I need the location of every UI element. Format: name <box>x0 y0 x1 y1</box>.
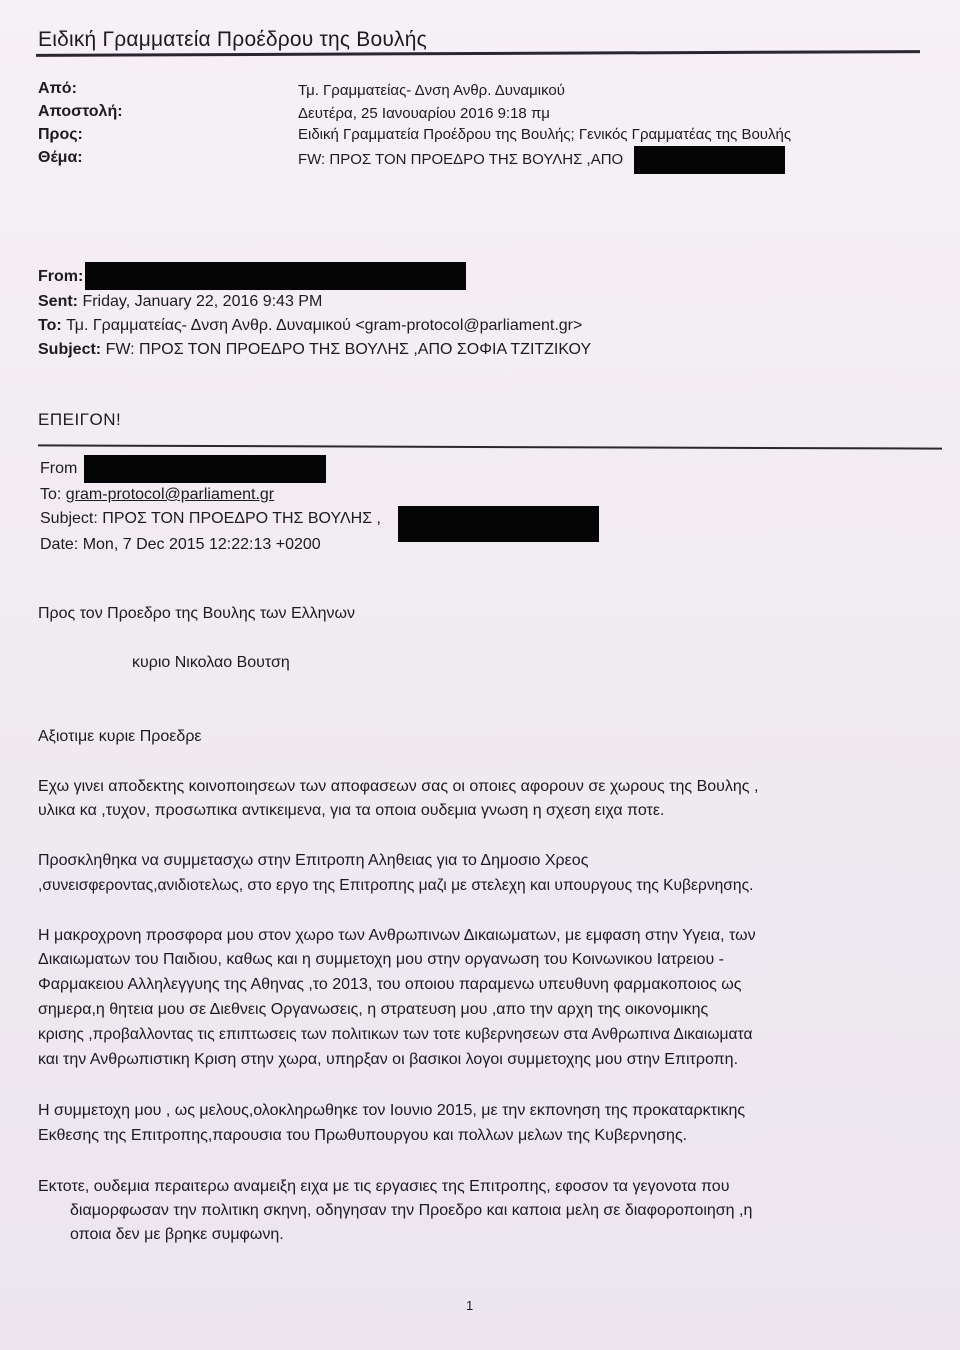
paragraph-line: Προσκληθηκα να συμμετασχω στην Επιτροπη Αληθειας για το Δημοσιο Χρεος <box>38 852 589 869</box>
original-from: From <box>40 460 78 477</box>
paragraph-line: Εχω γινει αποδεκτης κοινοποιησεων των αποφασεων σας οι οποιες αφορουν σε χωρους της Βουλης , <box>38 778 759 795</box>
document-header-title: Ειδική Γραμματεία Προέδρου της Βουλής <box>38 28 427 51</box>
addressee-line-1: Προς τον Προεδρο της Βουλης των Ελληνων <box>38 605 356 622</box>
sent-label: Αποστολή: <box>38 103 123 120</box>
from-value: Τμ. Γραμματείας- Δνση Ανθρ. Δυναμικού <box>298 82 565 99</box>
forwarded-subject: Subject: FW: ΠΡΟΣ ΤΟΝ ΠΡΟΕΔΡΟ ΤΗΣ ΒΟΥΛΗΣ ,ΑΠΟ ΣΟΦΙΑ ΤΖΙΤΖΙΚΟΥ <box>38 341 592 358</box>
forwarded-sent: Sent: Friday, January 22, 2016 9:43 PM <box>38 293 323 310</box>
paragraph-line: Δικαιωματων του Παιδιου, καθως και η συμμετοχη μου στην οργανωση του Κοινωνικου Ιατρειου - <box>38 951 724 968</box>
paragraph-line: Η συμμετοχη μου , ως μελους,ολοκληρωθηκε τον Ιουνιο 2015, με την εκπονηση της προκαταρκτικης <box>38 1102 746 1119</box>
original-to: To: gram-protocol@parliament.gr <box>40 486 275 503</box>
sent-value: Δευτέρα, 25 Ιανουαρίου 2016 9:18 πμ <box>298 105 550 122</box>
paragraph-line: και την Ανθρωπιστικη Κριση στην χωρα, υπηρξαν οι βασικοι λογοι συμμετοχης μου στην Επιτροπη. <box>38 1051 739 1068</box>
paragraph-line: Εκθεσης της Επιτροπης,παρουσια του Πρωθυπουργου και πολλων μελων της Κυβερνησης. <box>38 1127 688 1144</box>
urgent-note: ΕΠΕΙΓΟΝ! <box>38 410 122 429</box>
paragraph-line: υλικα κα ,τυχον, προσωπικα αντικειμενα, για τα οποια ουδεμια γνωση η σχεση ειχα ποτε. <box>38 802 665 819</box>
paragraph-line: οποια δεν με βρηκε συμφωνη. <box>70 1226 284 1243</box>
to-label: Προς: <box>38 126 83 143</box>
original-subject: Subject: ΠΡΟΣ ΤΟΝ ΠΡΟΕΔΡΟ ΤΗΣ ΒΟΥΛΗΣ , <box>40 510 381 527</box>
email-link[interactable]: gram-protocol@parliament.gr <box>65 486 275 503</box>
subject-value: FW: ΠΡΟΣ ΤΟΝ ΠΡΟΕΔΡΟ ΤΗΣ ΒΟΥΛΗΣ ,ΑΠΟ <box>298 151 624 168</box>
paragraph-line: Φαρμακειου Αλληλεγγυης της Αθηνας ,το 2013, του οποιου παραμενω υπευθυνη φαρμακοποιος ως <box>38 976 742 993</box>
redaction-bar <box>84 455 326 483</box>
paragraph-line: ,συνεισφεροντας,ανιδιοτελως, στο εργο της Επιτροπης μαζι με στελεχη και υπουργους της Κυβερνησης. <box>38 877 754 894</box>
paragraph-line: σημερα,η θητεια μου σε Διεθνεις Οργανωσεις, η στρατευση μου ,απο την αρχη της οικονομικης <box>38 1001 709 1018</box>
forwarded-to: To: Τμ. Γραμματείας- Δνση Ανθρ. Δυναμικού <gram-protocol@parliament.gr> <box>38 317 583 334</box>
original-date: Date: Mon, 7 Dec 2015 12:22:13 +0200 <box>40 536 321 553</box>
paragraph-line: Εκτοτε, ουδεμια περαιτερω αναμειξη ειχα με τις εργασιες της Επιτροπης, εφοσον τα γεγονοτα που <box>38 1178 730 1195</box>
redaction-bar <box>398 506 599 542</box>
subject-label: Θέμα: <box>38 149 83 166</box>
paragraph-line: διαμορφωσαν την πολιτικη σκηνη, οδηγησαν την Προεδρο και καποια μελη σε διαφοροποιηση ,η <box>70 1202 753 1219</box>
forwarded-from: From: <box>38 268 84 285</box>
redaction-bar <box>85 262 466 290</box>
to-value: Ειδική Γραμματεία Προέδρου της Βουλής; Γενικός Γραμματέας της Βουλής <box>298 126 792 143</box>
salutation: Αξιοτιμε κυριε Προεδρε <box>38 728 202 745</box>
paragraph-line: κρισης ,προβαλλοντας τις επιπτωσεις των πολιτικων των τοτε κυβερνησεων στα Ανθρωπινα Δικαιωματα <box>38 1026 753 1043</box>
separator-rule <box>38 444 942 449</box>
page-number: 1 <box>466 1298 474 1313</box>
redaction-bar <box>634 146 785 174</box>
addressee-line-2: κυριο Νικολαο Βουτση <box>132 654 290 671</box>
from-label: Από: <box>38 80 77 97</box>
paragraph-line: Η μακροχρονη προσφορα μου στον χωρο των Ανθρωπινων Δικαιωματων, με εμφαση στην Υγεια, των <box>38 927 756 944</box>
